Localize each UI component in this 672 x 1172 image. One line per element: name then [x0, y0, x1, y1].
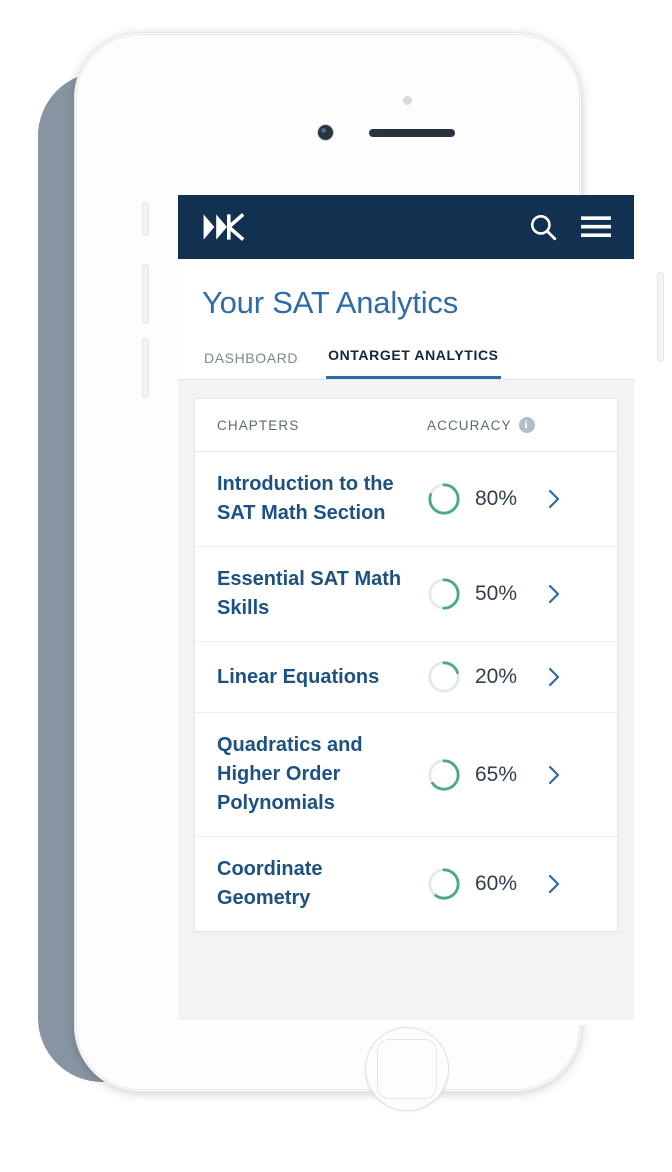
tab-dashboard[interactable]: DASHBOARD	[204, 350, 299, 366]
table-header-row	[195, 399, 617, 452]
accuracy-value: 80%	[475, 487, 518, 510]
chevron-right-icon[interactable]	[547, 873, 561, 895]
chapter-title: Linear Equations	[217, 665, 380, 688]
table-row[interactable]	[195, 452, 617, 547]
accuracy-cell	[427, 482, 595, 516]
phone-device	[74, 32, 582, 1092]
search-icon[interactable]	[528, 212, 558, 242]
chevron-right-icon[interactable]	[547, 488, 561, 510]
table-row[interactable]	[195, 547, 617, 642]
accuracy-value: 50%	[475, 582, 518, 605]
accuracy-cell	[427, 660, 595, 694]
proximity-sensor-icon	[403, 96, 412, 105]
menu-icon[interactable]	[580, 214, 612, 240]
front-camera-icon	[318, 125, 333, 140]
chapter-title: Introduction to the SAT Math Section	[217, 473, 394, 524]
accuracy-donut-icon	[427, 482, 461, 516]
home-button[interactable]	[365, 1027, 449, 1111]
accuracy-cell	[427, 758, 595, 792]
tab-bar	[178, 337, 634, 380]
chapter-title: Quadratics and Higher Order Polynomials	[217, 734, 363, 814]
table-row[interactable]	[195, 642, 617, 713]
phone-screen	[178, 195, 634, 1025]
earpiece-speaker	[369, 129, 455, 137]
column-header-accuracy-label: ACCURACY	[427, 417, 512, 433]
page-title: Your SAT Analytics	[202, 285, 459, 320]
accuracy-value: 65%	[475, 762, 518, 786]
accuracy-donut-icon	[427, 660, 461, 694]
chapter-title: Essential SAT Math Skills	[217, 568, 402, 619]
silent-switch[interactable]	[142, 202, 149, 236]
chevron-right-icon[interactable]	[547, 666, 561, 688]
volume-down-button[interactable]	[142, 338, 149, 398]
table-row[interactable]	[195, 713, 617, 837]
power-button[interactable]	[657, 272, 664, 362]
accuracy-donut-icon	[427, 577, 461, 611]
accuracy-cell	[427, 867, 595, 901]
analytics-content	[178, 380, 634, 1020]
accuracy-cell	[427, 577, 595, 611]
accuracy-value: 20%	[475, 665, 518, 688]
volume-up-button[interactable]	[142, 264, 149, 324]
column-header-accuracy	[427, 417, 595, 433]
app-header	[178, 195, 634, 259]
chevron-right-icon[interactable]	[547, 764, 561, 786]
accuracy-donut-icon	[427, 758, 461, 792]
chapter-title: Coordinate Geometry	[217, 858, 323, 909]
chevron-right-icon[interactable]	[547, 583, 561, 605]
column-header-chapters: CHAPTERS	[217, 417, 300, 433]
info-icon[interactable]: i	[519, 417, 535, 433]
header-actions	[528, 212, 612, 242]
table-row[interactable]	[195, 837, 617, 931]
brand-logo-icon[interactable]	[200, 210, 254, 244]
chapters-accuracy-card	[194, 398, 618, 932]
tab-ontarget-analytics[interactable]: ONTARGET ANALYTICS	[326, 337, 501, 379]
accuracy-value: 60%	[475, 872, 518, 895]
accuracy-donut-icon	[427, 867, 461, 901]
